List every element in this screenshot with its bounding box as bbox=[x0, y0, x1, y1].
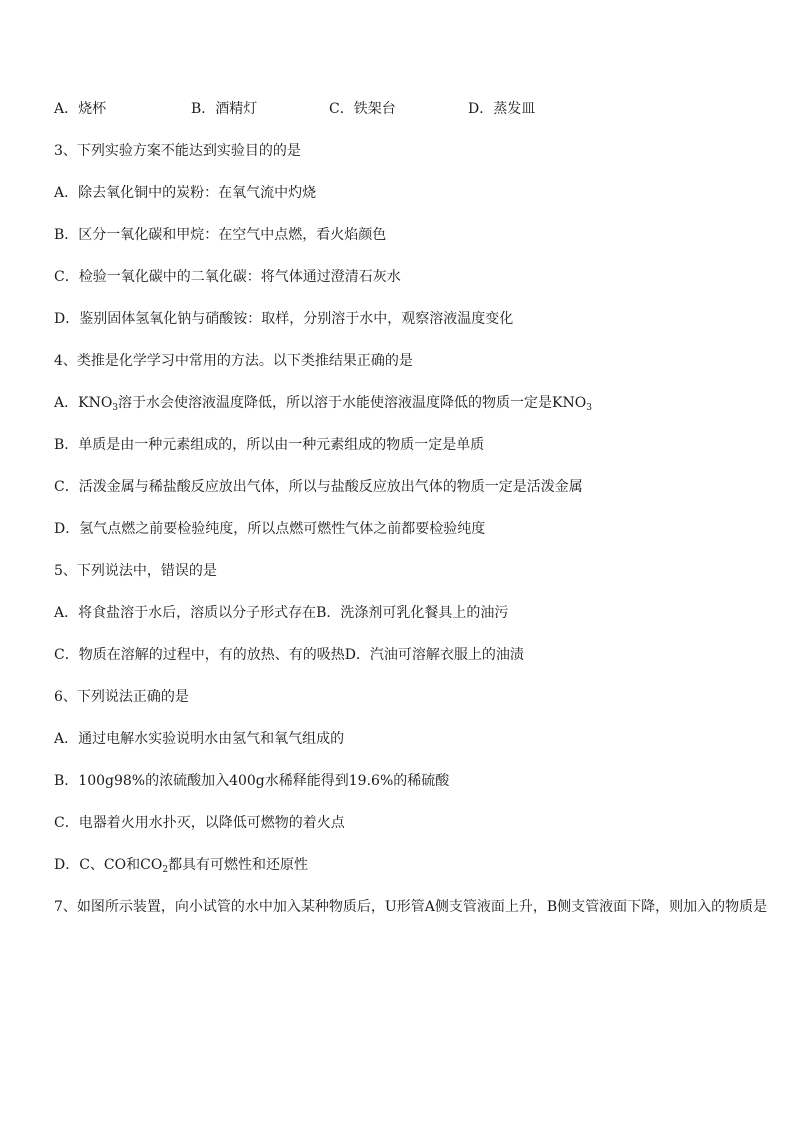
prev-option-b: B．酒精灯 bbox=[191, 101, 258, 117]
q5-options-cd: C．物质在溶解的过程中，有的放热、有的吸热D．汽油可溶解衣服上的油渍 bbox=[54, 647, 524, 663]
q3-option-d: D．鉴别固体氢氧化钠与硝酸铵：取样，分别溶于水中，观察溶液温度变化 bbox=[54, 311, 514, 327]
q6-option-d-pre: D．C、CO和CO bbox=[54, 857, 163, 873]
q4-stem: 4、类推是化学学习中常用的方法。以下类推结果正确的是 bbox=[54, 353, 413, 369]
q5-options-ab: A．将食盐溶于水后，溶质以分子形式存在B．洗涤剂可乳化餐具上的油污 bbox=[54, 605, 509, 621]
prev-option-c: C．铁架台 bbox=[329, 101, 396, 117]
q4-option-a bbox=[54, 394, 592, 412]
q6-option-a: A．通过电解水实验说明水由氢气和氧气组成的 bbox=[54, 731, 345, 747]
q6-option-d-sub: 2 bbox=[162, 865, 169, 875]
q4-option-a-mid: 溶于水会使溶液温度降低，所以溶于水能使溶液温度降低的物质一定是KNO bbox=[118, 395, 587, 411]
q6-option-d bbox=[54, 856, 308, 874]
q3-stem: 3、下列实验方案不能达到实验目的的是 bbox=[54, 143, 301, 159]
q6-option-b: B．100g98%的浓硫酸加入400g水稀释能得到19.6%的稀硫酸 bbox=[54, 773, 450, 789]
q6-option-d-post: 都具有可燃性和还原性 bbox=[168, 857, 309, 873]
q5-stem: 5、下列说法中，错误的是 bbox=[54, 563, 217, 579]
q4-option-b: B．单质是由一种元素组成的，所以由一种元素组成的物质一定是单质 bbox=[54, 437, 485, 453]
q4-option-a-pre: A．KNO bbox=[54, 395, 113, 411]
q4-option-a-sub2: 3 bbox=[586, 403, 592, 413]
q4-option-c: C．活泼金属与稀盐酸反应放出气体，所以与盐酸反应放出气体的物质一定是活泼金属 bbox=[54, 479, 583, 495]
q3-option-b: B．区分一氧化碳和甲烷：在空气中点燃，看火焰颜色 bbox=[54, 227, 387, 243]
q6-option-c: C．电器着火用水扑灭，以降低可燃物的着火点 bbox=[54, 815, 345, 831]
q3-option-a: A．除去氧化铜中的炭粉：在氧气流中灼烧 bbox=[54, 185, 317, 201]
q7-stem: 7、如图所示装置，向小试管的水中加入某种物质后，U形管A侧支管液面上升，B侧支管液面下降，则加入的物质是 bbox=[54, 899, 768, 915]
prev-option-a: A．烧杯 bbox=[54, 101, 107, 117]
q3-option-c: C．检验一氧化碳中的二氧化碳：将气体通过澄清石灰水 bbox=[54, 269, 401, 285]
q6-stem: 6、下列说法正确的是 bbox=[54, 689, 189, 705]
q4-option-a-sub1: 3 bbox=[112, 403, 119, 413]
prev-option-d: D．蒸发皿 bbox=[468, 101, 536, 117]
q4-option-d: D．氢气点燃之前要检验纯度，所以点燃可燃性气体之前都要检验纯度 bbox=[54, 521, 486, 537]
